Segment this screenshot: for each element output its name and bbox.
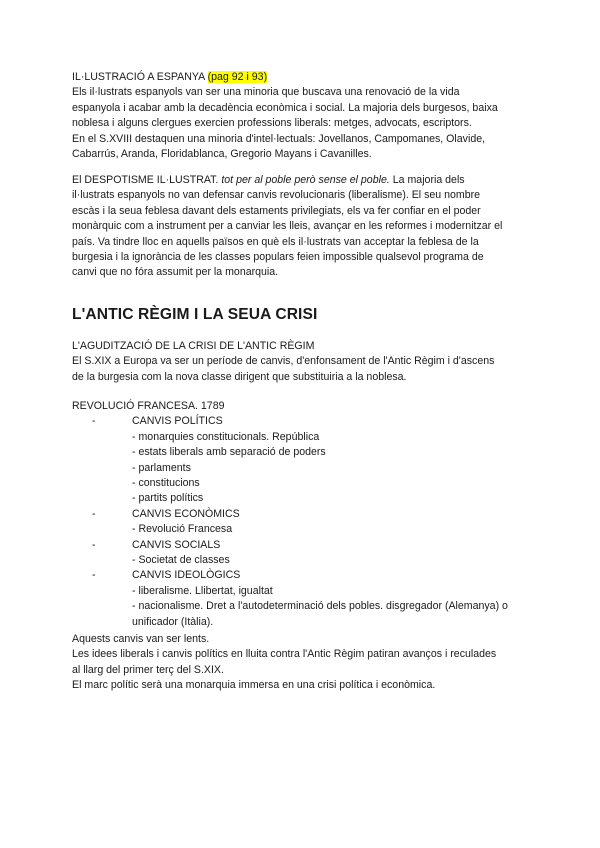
sub-list-item: unificador (Itàlia). bbox=[132, 615, 214, 628]
group-label: CANVIS SOCIALS bbox=[132, 538, 221, 551]
section-heading-aguditzacio: L'AGUDITZACIÓ DE LA CRISI DE L'ANTIC RÈGIM bbox=[72, 340, 315, 352]
sub-list-item: - Societat de classes bbox=[132, 554, 230, 567]
changes-list bbox=[72, 414, 532, 630]
text-line: país. Va tindre lloc en aquells països en què els il·lustrats van acceptar la feblesa de la bbox=[72, 235, 479, 248]
paragraph-aguditzacio bbox=[72, 354, 532, 385]
group-label: CANVIS ECONÒMICS bbox=[132, 507, 240, 520]
sub-list bbox=[132, 553, 532, 568]
paragraph-intellectuals bbox=[72, 132, 532, 163]
section-heading-revolucio: REVOLUCIÓ FRANCESA. 1789 bbox=[72, 400, 225, 412]
sub-list-item: - estats liberals amb separació de poders bbox=[132, 446, 326, 459]
italic-motto: tot per al poble però sense el poble. bbox=[221, 174, 390, 186]
section-illustracio bbox=[72, 70, 532, 162]
group-label: CANVIS IDEOLÒGICS bbox=[132, 569, 241, 582]
text-line: El S.XIX a Europa va ser un període de canvis, d'enfonsament de l'Antic Règim i d'ascens bbox=[72, 355, 495, 368]
text-line: El marc polític serà una monarquia immersa en una crisi política i econòmica. bbox=[72, 679, 436, 692]
text-line: noblesa i alguns clergues exercien professions liberals: metges, advocats, escriptors. bbox=[72, 117, 472, 130]
sub-list-item: - liberalisme. Llibertat, igualtat bbox=[132, 584, 273, 597]
sub-list-item: - constitucions bbox=[132, 477, 200, 490]
text-line: Les idees liberals i canvis polítics en lluita contra l'Antic Règim patiran avanços i reculades bbox=[72, 648, 497, 661]
section-heading-illustracio bbox=[72, 70, 532, 85]
section-conclusion bbox=[72, 632, 532, 694]
section-revolucio-francesa bbox=[72, 399, 532, 630]
text-line: escàs i la seua feblesa davant dels estaments privilegiats, els va fer confiar en el poder bbox=[72, 204, 481, 217]
sub-list-item: - partits polítics bbox=[132, 492, 204, 505]
text-line: En el S.XVIII destaquen una minoria d'intel·lectuals: Jovellanos, Campomanes, Olavide, bbox=[72, 132, 486, 145]
list-item-politics bbox=[72, 414, 532, 506]
text-line: burgesia i la ignorància de les classes populars feien impossible qualsevol programa de bbox=[72, 251, 484, 264]
group-label: CANVIS POLÍTICS bbox=[132, 415, 223, 428]
sub-list-item: - parlaments bbox=[132, 461, 191, 474]
list-item-ideology bbox=[72, 568, 532, 630]
sub-list bbox=[132, 522, 532, 537]
sub-list-item: - nacionalisme. Dret a l'autodeterminació dels pobles. disgregador (Alemanya) o bbox=[132, 600, 508, 613]
text-line: il·lustrats espanyols no van defensar canvis revolucionaris (liberalisme). El seu nombre bbox=[72, 189, 481, 202]
text-line: canvi que no fóra assumit per la monarquia. bbox=[72, 266, 279, 279]
list-item-social bbox=[72, 538, 532, 569]
sub-list bbox=[132, 430, 532, 507]
paragraph-conclusion bbox=[72, 632, 532, 694]
text-line: al llarg del primer terç del S.XIX. bbox=[72, 663, 224, 676]
text-line: Cabarrús, Aranda, Floridablanca, Gregorio Mayans i Cavanilles. bbox=[72, 148, 372, 161]
paragraph-illustrats bbox=[72, 85, 532, 131]
page-reference-highlight: (pag 92 i 93) bbox=[207, 71, 268, 83]
text-line: de la burgesia com la nova classe dirigent que substituiria a la noblesa. bbox=[72, 370, 407, 383]
page-title: L'ANTIC RÈGIM I LA SEUA CRISI bbox=[72, 306, 318, 323]
lead-rest: La majoria dels bbox=[392, 174, 465, 186]
section-despotisme bbox=[72, 173, 532, 281]
sub-list-item: - monarquies constitucionals. República bbox=[132, 430, 320, 443]
lead-text: El DESPOTISME IL·LUSTRAT. bbox=[72, 174, 219, 186]
paragraph-despotisme bbox=[72, 173, 532, 281]
text-line: Els il·lustrats espanyols van ser una minoria que buscava una renovació de la vida bbox=[72, 86, 460, 99]
text-line: espanyola i acabar amb la decadència econòmica i social. La majoria dels burgesos, baixa bbox=[72, 101, 498, 114]
text-line: monàrquic com a instrument per a canviar les lleis, avançar en les reformes i modernitzar el bbox=[72, 220, 503, 233]
section-aguditzacio bbox=[72, 339, 532, 385]
sub-list bbox=[132, 584, 532, 630]
text-line: Aquests canvis van ser lents. bbox=[72, 633, 210, 645]
sub-list-item: - Revolució Francesa bbox=[132, 523, 233, 536]
heading-text: IL·LUSTRACIÓ A ESPANYA bbox=[72, 71, 205, 83]
list-item-economics bbox=[72, 507, 532, 538]
